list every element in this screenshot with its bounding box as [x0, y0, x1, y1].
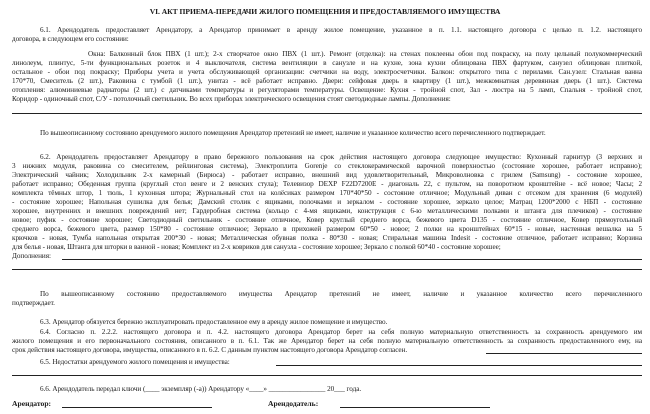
clause-6-2-line: крючков - новая, Тумба напольная открытая 200*30 - новая; Металлическая обувная полка - 80*30 - новая; Стиральная машина Indesit - состояние отличное, работает исправно; Корзина: [12, 234, 642, 242]
blank-line: [12, 375, 642, 376]
blank-line: [12, 269, 642, 270]
landlord-signature-label: Арендодатель:: [268, 399, 319, 408]
clause-6-1-line: Окна: Балконный блок ПВХ (1 шт.); 2-х створчатое окно ПВХ (1 шт.). Ремонт (отделка): на стенах поклеены обои под покраску, на полу цельный полукоммерческий: [88, 50, 642, 58]
clause-6-2-acceptance: По вышеописанному состоянию предоставляемого имущества Арендатор претензий не имеет, наличие и указанное количество всего перечисленного: [40, 290, 642, 298]
defects-blank: [276, 365, 642, 366]
clause-6-2-line: новое; пуфик - состояние хорошее; Светодиодный светильник - состояние отличное, Ковер круглый среднего ворса, бежевого цвета D135 - состояние отличное, Ковер прямоугольный: [12, 216, 642, 224]
agreement-signature-blank: [486, 353, 642, 354]
clause-6-4-line: срок действия настоящего договора, имущества, описанного в п. 6.2. С данным пунктом настоящего договора Арендатор согласен.: [12, 346, 408, 354]
clause-6-1-line: отопления: алюминиевые радиаторы (2 шт.) с датчиками температуры и регуляторами температуры. Освещение: Кухня - тройной спот, Зал - люстра на 5 ламп, Спальня - тройной спот,: [12, 86, 642, 94]
clause-6-2-line: для белья - новая, Штанга для шторки в ванной - новая; Комплект из 2-х ковриков для санузла - состояние хорошее; Зеркало с полкой 60*40 - состояние хорошее;: [12, 243, 501, 251]
clause-6-2-acceptance: подтверждает.: [12, 299, 55, 307]
clause-6-6: 6.6. Арендодатель передал ключи (____ экземпляр (-а)) Арендатору «____» ________________ 20___ года.: [40, 385, 362, 393]
clause-6-2-line: работает исправно; Обеденная группа (круглый стол венге и 2 венских стула); Телевизор DEXP F22D7200E - диагональ 22, с пультом, на поворотном кронштейне - всё новое; Часы; 2: [12, 180, 642, 188]
clause-6-2-line: - состояние хорошее; Напольная сушилка для белья; Дамский столик с ящиками, полочками и зеркалом - состояние хорошее, зеркало целое; Матрац 1200*2000 с НБП - состояние: [12, 198, 642, 206]
clause-6-2-line: хорошее, внутренних и внешних повреждений нет; Гардеробная система (кольцо с 4-мя ящиками, конструкция с 6-ю металлическими полками и штанга для плечиков) - состояние: [12, 207, 642, 215]
clause-6-3: 6.3. Арендатор обязуется бережно эксплуатировать предоставленное ему в аренду жилое помещение и имущество.: [40, 318, 388, 326]
tenant-signature-label: Арендатор:: [12, 399, 52, 408]
clause-6-1-line: Коридор - одиночный спот, С/У - потолочный светильник. Во всех приборах электрического освещения стоят светодиодные лампы. Дополнения:: [12, 95, 451, 103]
blank-line: [12, 113, 642, 114]
clause-6-4-line: 6.4. Согласно п. 2.2.2. настоящего договора и п. 4.2. настоящего договора Арендатор берет на себя полную материальную ответственность за сохранность арендуемого им: [40, 328, 642, 336]
clause-6-2-line: 3 нижних модуля, раковина со смесителем, рейлинговая система), Электроплита Gorenje со стеклокерамической варочной поверхностью (состояние хорошее, работает исправно);: [12, 162, 642, 170]
clause-6-2-line: среднего ворса, бежевого цвета, размер 150*80 - состояние отличное; Зеркало в прихожей размером 60*50 - новое; 2 полки на кронштейнах 60*15 - новые, настенная вешалка на 5: [12, 225, 642, 233]
clause-6-1-line: договора, в следующем его состоянии:: [12, 35, 129, 43]
clause-6-1-line: 170*70, Смеситель (2 шт.), Раковина с тумбой (1 шт.), унитаз - всё работает исправно. Двери: сейфовая дверь в квартиру (1 шт.), межкомнатная деревянная дверь (1 шт.). Система: [12, 77, 642, 85]
section-title: VI. АКТ ПРИЕМА-ПЕРЕДАЧИ ЖИЛОГО ПОМЕЩЕНИЯ И ПРЕДОСТАВЛЯЕМОГО ИМУЩЕСТВА: [149, 7, 501, 16]
clause-6-2-line: комплекта тёмных штор, 1 тюль, 1 кухонная штора; Журнальный стол на колёсиках размером 170*40*50 - состояние отличное; Модульный диван с отсеком для хранения (6 модулей): [12, 189, 642, 197]
tenant-signature-line: [62, 407, 212, 408]
clause-6-1-acceptance: По вышеописанному состоянию арендуемого жилого помещения Арендатор претензий не имеет, наличие и указанное количество всего перечисленного подтверждает.: [40, 129, 546, 137]
additions-label: Дополнения:: [12, 252, 51, 260]
clause-6-1-line: линолеум, плинтус, 5-ти функциональных розеток и 4 выключателя, система вентиляции в санузле и на кухне, зона кухни облицована ПВХ фартуком, санузел облицован плиткой,: [12, 59, 642, 67]
additions-blank: [62, 259, 642, 260]
clause-6-5: 6.5. Недостатки арендуемого жилого помещения и имущества:: [40, 358, 230, 366]
landlord-signature-line: [340, 407, 490, 408]
clause-6-4-line: жилого помещения и его первоначального состояния, описанного в п. 6.1. Так же Арендатор берет на себя полную материальную ответственность за сохранность предоставленного ему, на: [12, 337, 642, 345]
clause-6-1-line: 6.1. Арендодатель предоставляет Арендатору, а Арендатор принимает в аренду жилое помещение, указанное в п. 1.1. настоящего договора с целью п. 1.2. настоящего: [40, 26, 642, 34]
clause-6-1-line: остальное - обои под покраску; Приборы учета и учета обслуживающей организации: счетчики на воду, электросчетчики. Балкон: открытого типа с перилами. Сан.узел: Стальная ванна: [12, 68, 642, 76]
clause-6-2-line: Электрический чайник; Холодильник 2-х камерный (Бирюса) - работает исправно, внешний вид удовлетворительный, Микроволновка с грилем (Samsung) - состояние хорошее,: [12, 171, 642, 179]
clause-6-2-line: 6.2. Арендодатель предоставляет Арендатору в право бережного пользования на срок действия настоящего договора следующее имущество: Кухонный гарнитур (3 верхних и: [40, 153, 642, 161]
